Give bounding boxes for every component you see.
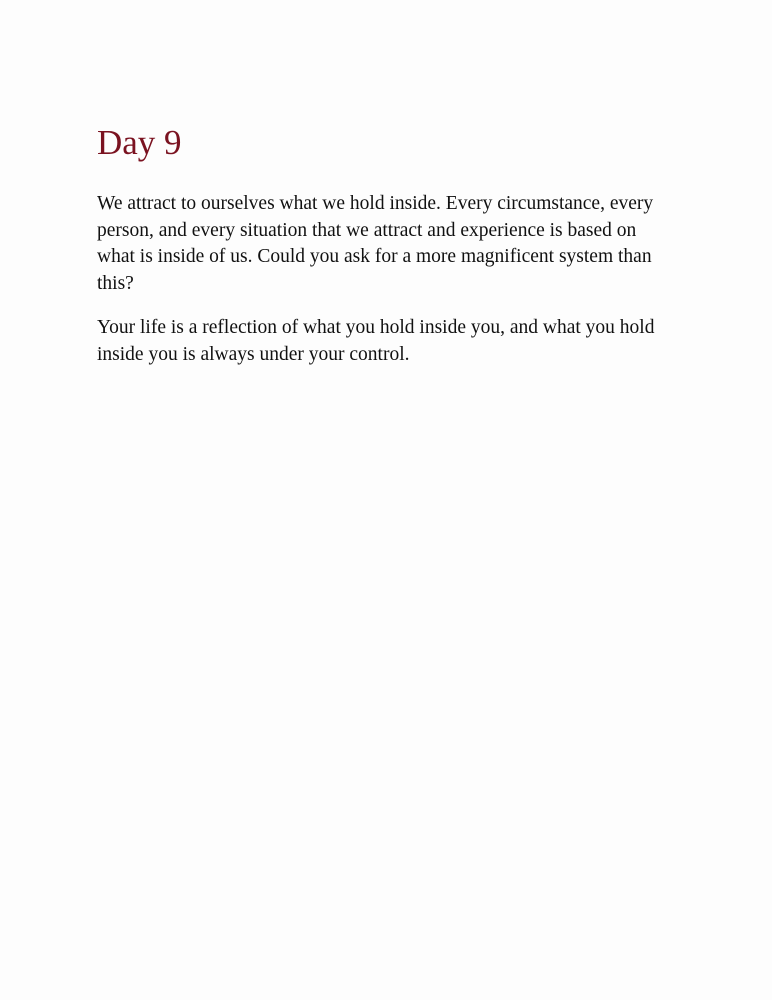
page-title: Day 9 — [97, 123, 182, 162]
body-paragraph-2: Your life is a reflection of what you hold inside you, and what you hold inside you is always under your control. — [97, 317, 655, 365]
body-paragraph-1: We attract to ourselves what we hold inside. Every circumstance, every person, and every situation that we attract and experience is based on what is inside of us. Could you ask for a more magnificent system than this? — [97, 193, 654, 294]
